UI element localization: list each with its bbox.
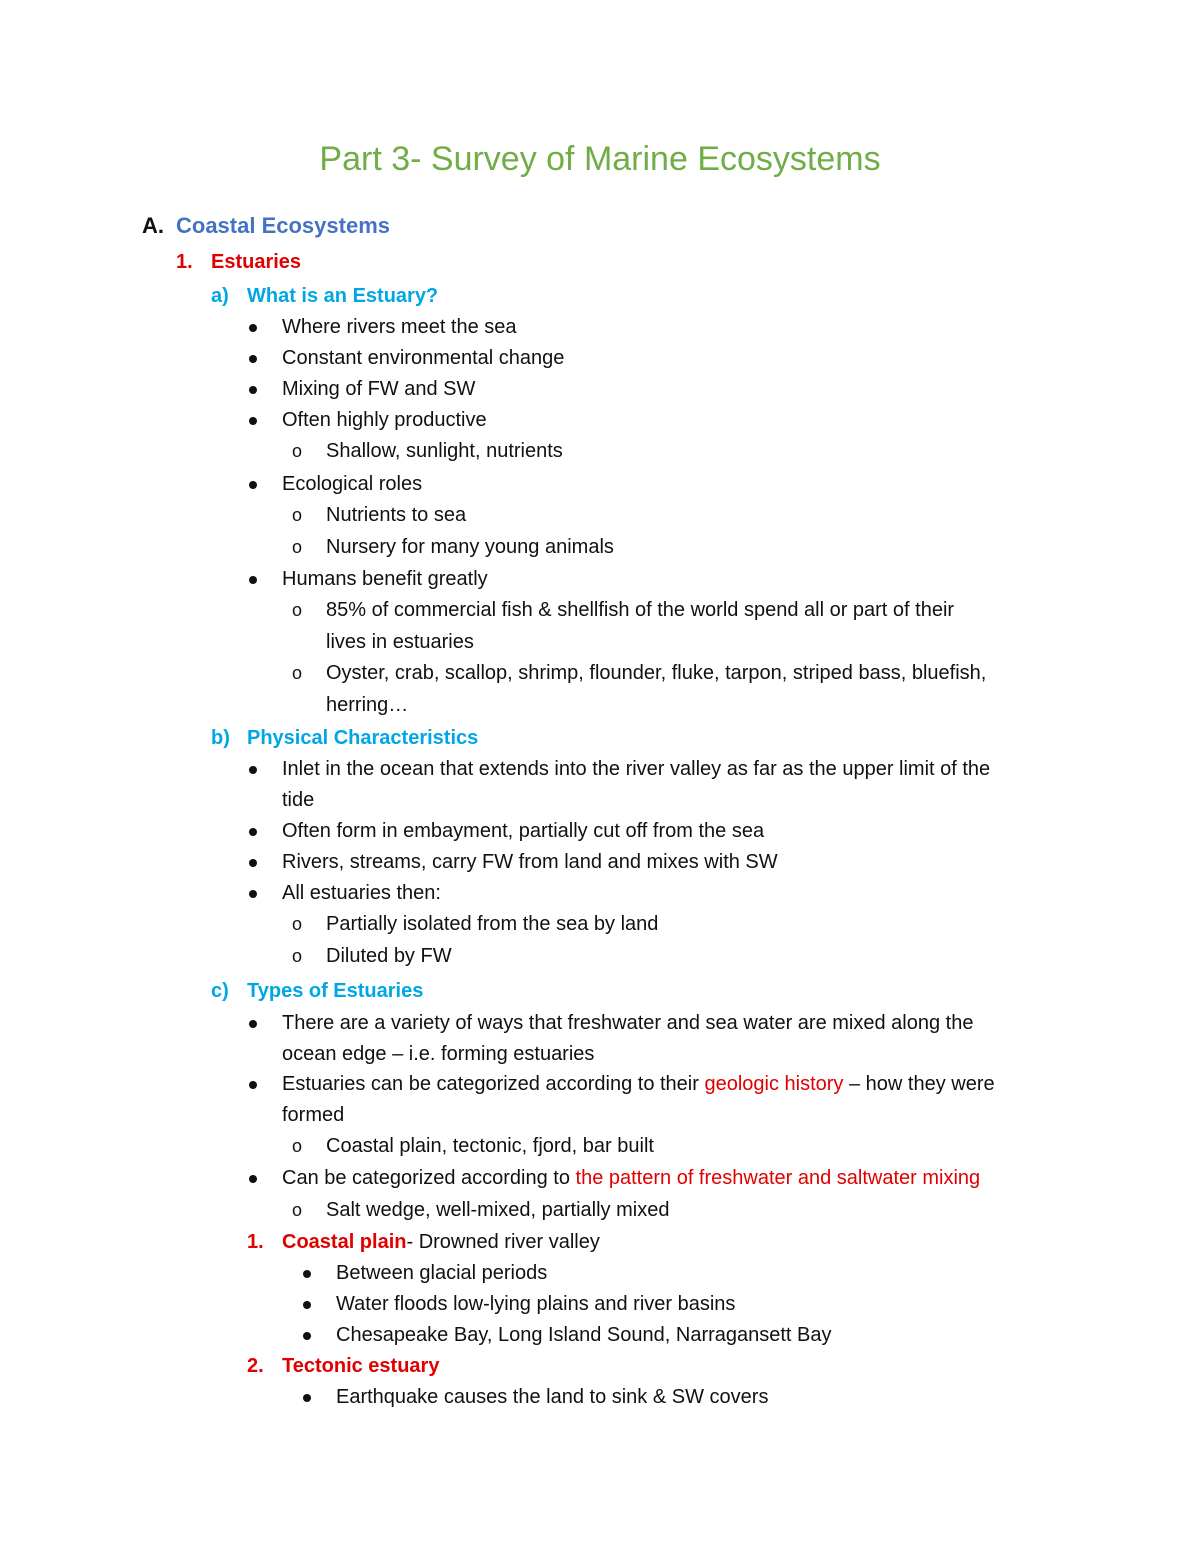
circle-bullet-icon: o: [292, 441, 303, 461]
bullet-icon: [249, 576, 257, 584]
page-title: Part 3- Survey of Marine Ecosystems: [319, 140, 881, 178]
bullet-text: [282, 1072, 995, 1096]
bullet-text-part: – how they were: [843, 1073, 995, 1095]
circle-bullet-icon: o: [292, 663, 303, 683]
sub-bullet-text: herring…: [326, 694, 409, 716]
circle-bullet-icon: o: [292, 1200, 303, 1220]
bullet-text: ocean edge – i.e. forming estuaries: [282, 1043, 595, 1065]
numbered-title: Tectonic estuary: [282, 1355, 440, 1377]
bullet-icon: [249, 417, 257, 425]
sub-bullet-text: Nutrients to sea: [326, 504, 467, 526]
bullet-text: Constant environmental change: [282, 347, 565, 369]
circle-bullet-icon: o: [292, 537, 303, 557]
sub-bullet-text: Nursery for many young animals: [326, 536, 614, 558]
subsection-c-label: c): [211, 980, 229, 1002]
sub-bullet-text: Partially isolated from the sea by land: [326, 913, 659, 935]
numbered-description: - Drowned river valley: [406, 1231, 600, 1253]
circle-bullet-icon: o: [292, 914, 303, 934]
sub-bullet-text: 85% of commercial fish & shellfish of the world spend all or part of their: [326, 599, 955, 621]
bullet-icon: [249, 1020, 257, 1028]
bullet-text: Humans benefit greatly: [282, 568, 488, 590]
bullet-icon: [249, 481, 257, 489]
sub-bullet-text: Salt wedge, well-mixed, partially mixed: [326, 1199, 670, 1221]
sub-bullet-text: Oyster, crab, scallop, shrimp, flounder, fluke, tarpon, striped bass, bluefish,: [326, 662, 987, 684]
sub-bullet-text: lives in estuaries: [326, 631, 474, 653]
bullet-icon: [249, 828, 257, 836]
bullet-icon: [249, 1081, 257, 1089]
highlight-text: the pattern of freshwater and saltwater mixing: [575, 1167, 981, 1189]
bullet-text: tide: [282, 789, 315, 811]
bullet-icon: [249, 766, 257, 774]
subsection-a-label: a): [211, 285, 229, 307]
numbered-label: 2.: [247, 1355, 264, 1377]
circle-bullet-icon: o: [292, 600, 303, 620]
section-1-text: Estuaries: [211, 251, 302, 273]
bullet-icon: [249, 386, 257, 394]
bullet-icon: [249, 355, 257, 363]
bullet-icon: [249, 1175, 257, 1183]
subsection-a-text: What is an Estuary?: [247, 285, 439, 307]
bullet-text: All estuaries then:: [282, 882, 441, 904]
bullet-text-part: Can be categorized according to: [282, 1167, 576, 1189]
subsection-b-text: Physical Characteristics: [247, 727, 479, 749]
bullet-text: There are a variety of ways that freshwater and sea water are mixed along the: [282, 1012, 974, 1034]
bullet-text: Water floods low-lying plains and river basins: [336, 1293, 736, 1315]
bullet-text: Between glacial periods: [336, 1262, 548, 1284]
bullet-icon: [249, 890, 257, 898]
bullet-icon: [303, 1332, 311, 1340]
sub-bullet-text: Shallow, sunlight, nutrients: [326, 440, 563, 462]
numbered-label: 1.: [247, 1231, 264, 1253]
circle-bullet-icon: o: [292, 1136, 303, 1156]
highlight-text: geologic history: [704, 1073, 844, 1095]
bullet-icon: [249, 859, 257, 867]
bullet-text: Earthquake causes the land to sink & SW covers: [336, 1386, 769, 1408]
subsection-b-label: b): [211, 727, 230, 749]
sub-bullet-text: Diluted by FW: [326, 945, 452, 967]
bullet-text: Chesapeake Bay, Long Island Sound, Narragansett Bay: [336, 1324, 832, 1346]
circle-bullet-icon: o: [292, 946, 303, 966]
section-1-label: 1.: [176, 251, 193, 273]
subsection-c-text: Types of Estuaries: [247, 980, 424, 1002]
bullet-text-part: Estuaries can be categorized according to their: [282, 1073, 705, 1095]
circle-bullet-icon: o: [292, 505, 303, 525]
bullet-text: formed: [282, 1104, 345, 1126]
bullet-text: [282, 1166, 980, 1190]
bullet-text: Where rivers meet the sea: [282, 316, 517, 338]
bullet-text: Ecological roles: [282, 473, 423, 495]
bullet-icon: [303, 1301, 311, 1309]
bullet-icon: [303, 1394, 311, 1402]
section-a-label: A.: [142, 213, 164, 238]
bullet-icon: [303, 1270, 311, 1278]
bullet-text: Mixing of FW and SW: [282, 378, 476, 400]
numbered-title: Coastal plain: [282, 1231, 407, 1253]
sub-bullet-text: Coastal plain, tectonic, fjord, bar built: [326, 1135, 654, 1157]
section-a-text: Coastal Ecosystems: [176, 213, 390, 238]
bullet-text: Rivers, streams, carry FW from land and mixes with SW: [282, 851, 778, 873]
bullet-icon: [249, 324, 257, 332]
bullet-text: Inlet in the ocean that extends into the river valley as far as the upper limit of the: [282, 758, 991, 780]
bullet-text: Often form in embayment, partially cut off from the sea: [282, 820, 765, 842]
numbered-text: [282, 1230, 600, 1254]
bullet-text: Often highly productive: [282, 409, 487, 431]
